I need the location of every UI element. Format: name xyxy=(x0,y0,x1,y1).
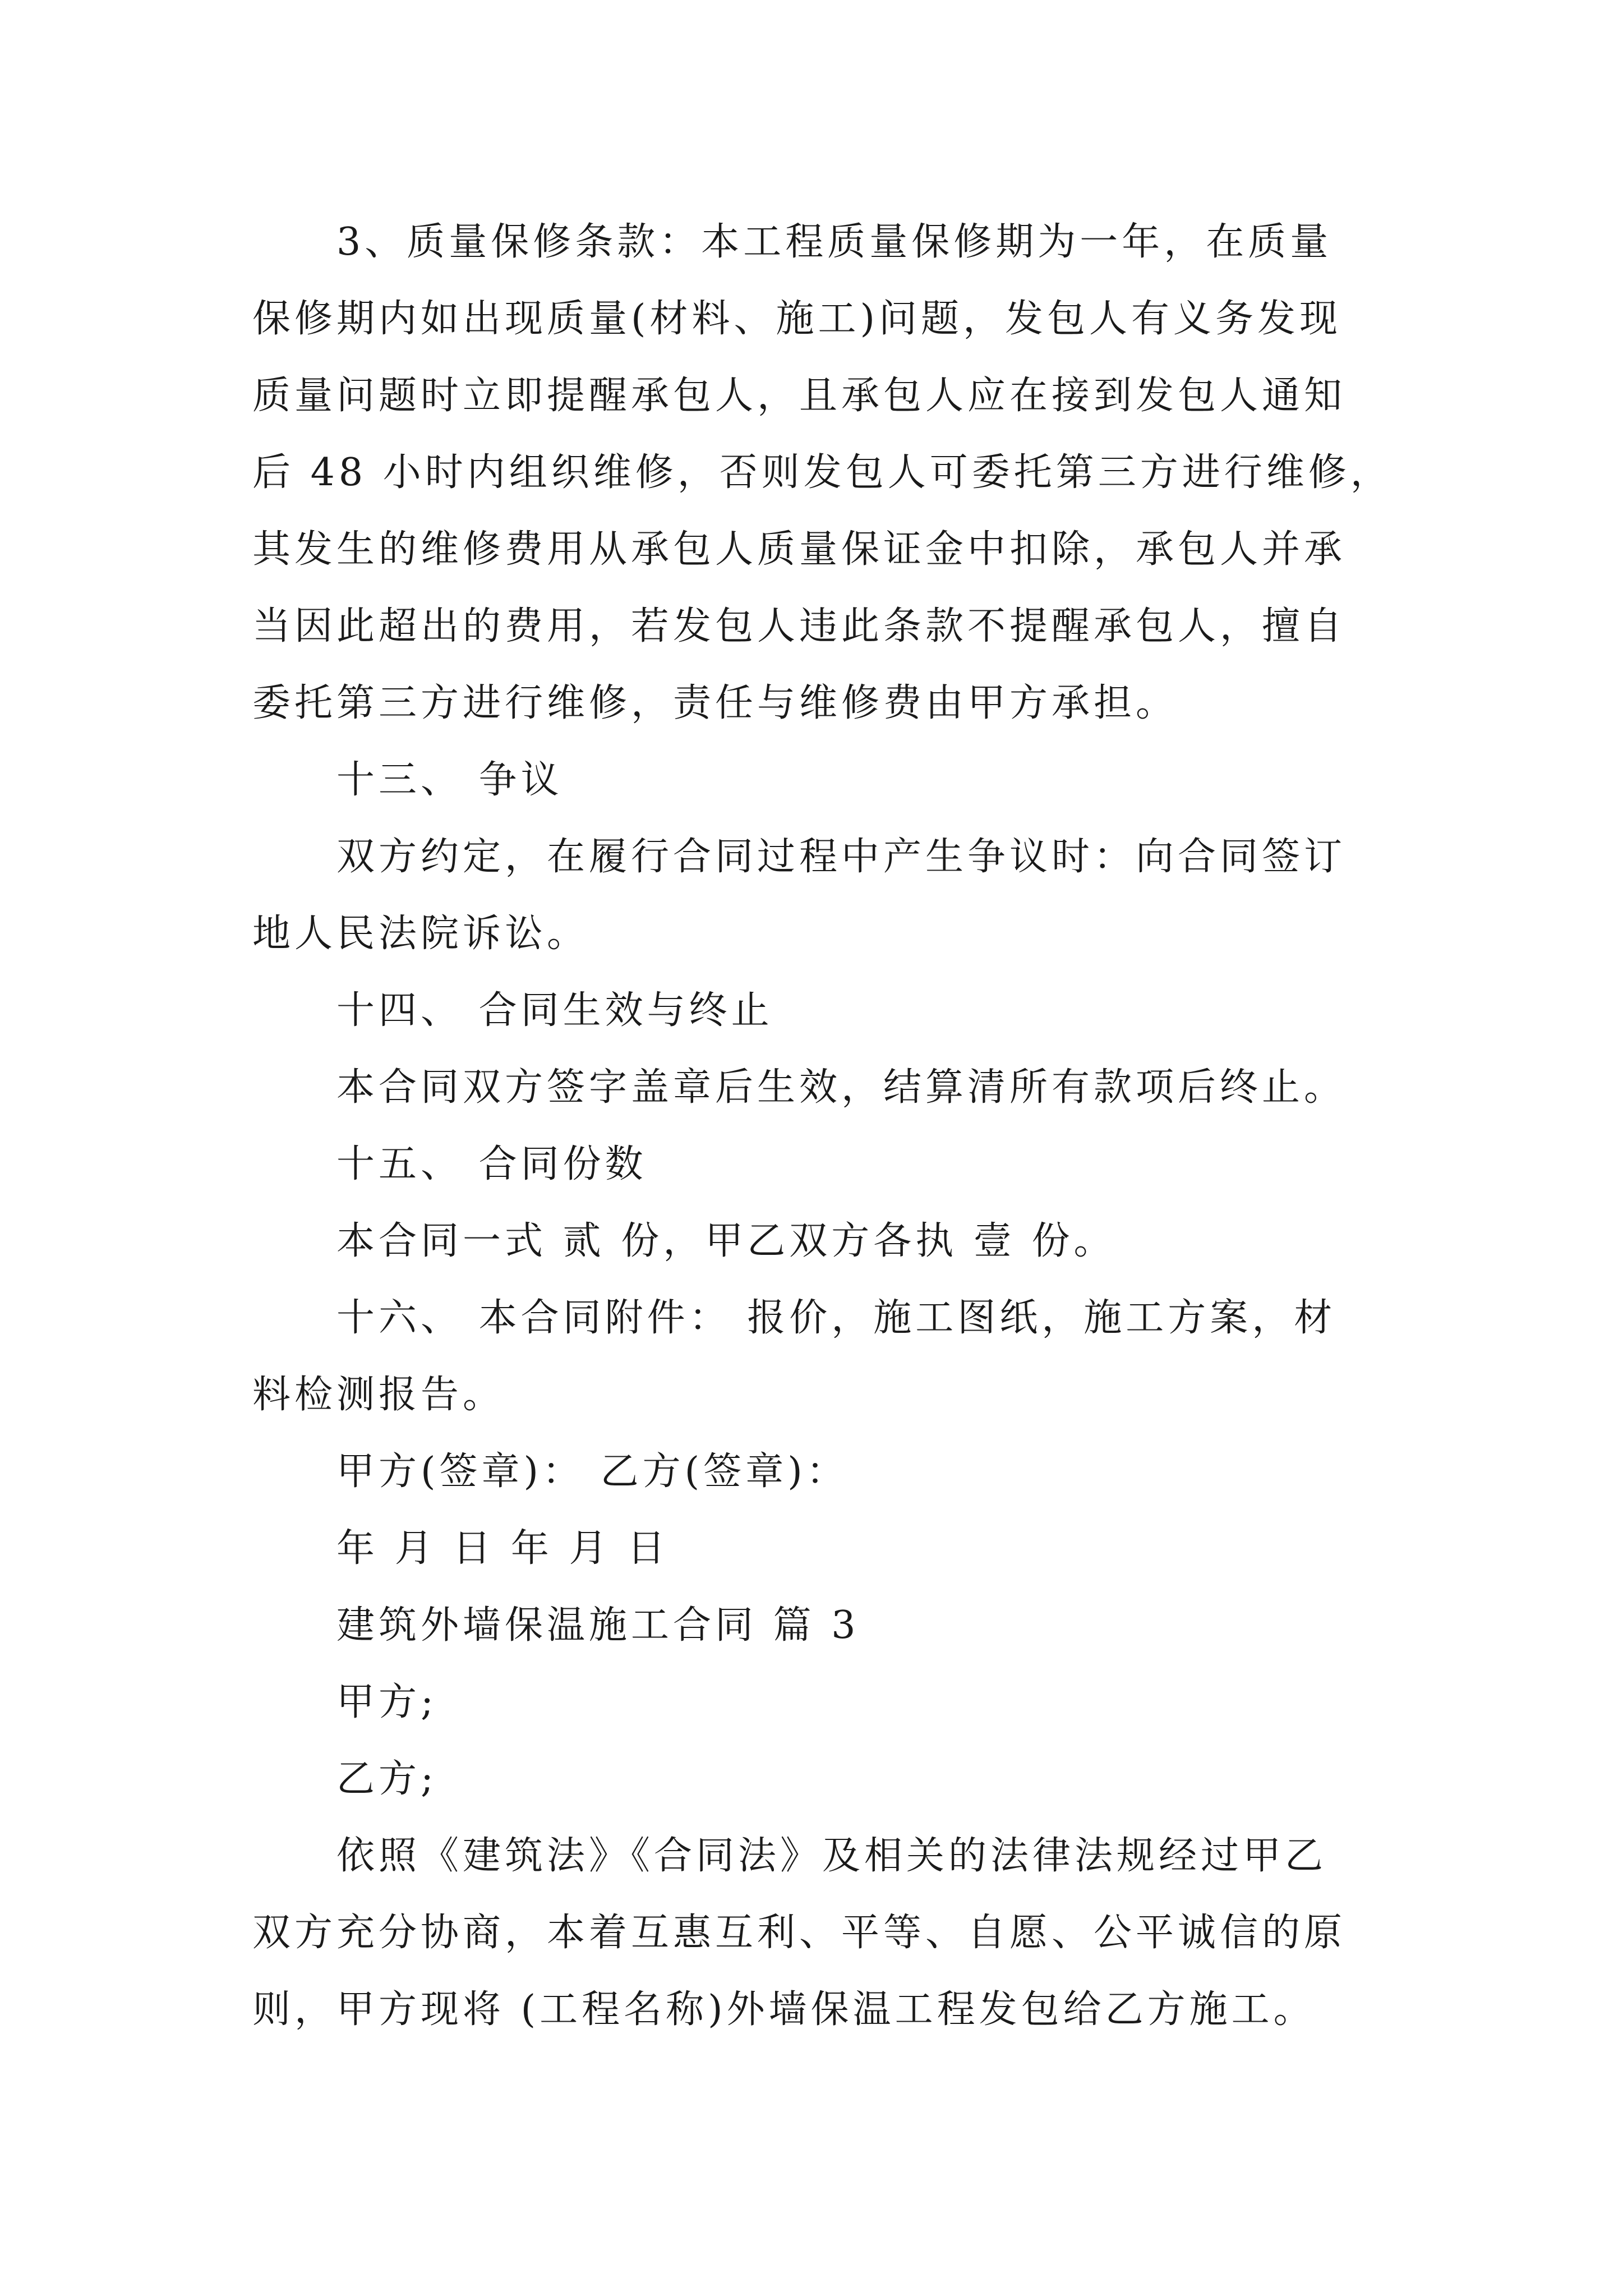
paragraph-line: 其发生的维修费用从承包人质量保证金中扣除，承包人并承 xyxy=(252,527,1347,572)
paragraph-line: 本合同双方签字盖章后生效，结算清所有款项后终止。 xyxy=(336,1065,1347,1110)
paragraph-line: 保修期内如出现质量(材料、施工)问题，发包人有义务发现 xyxy=(252,297,1342,341)
paragraph-line: 料检测报告。 xyxy=(252,1373,505,1417)
paragraph-line: 双方充分协商，本着互惠互利、平等、自愿、公平诚信的原 xyxy=(252,1911,1347,1955)
paragraph-line: 委托第三方进行维修，责任与维修费由甲方承担。 xyxy=(252,681,1178,725)
contract-title: 建筑外墙保温施工合同 篇 3 xyxy=(336,1603,860,1648)
paragraph-line: 地人民法院诉讼。 xyxy=(252,912,589,956)
section-heading: 十六、 本合同附件： 报价，施工图纸，施工方案，材 xyxy=(336,1296,1336,1340)
party-b-line: 乙方; xyxy=(336,1757,437,1801)
section-heading: 十三、 争议 xyxy=(336,758,563,802)
paragraph-line: 则，甲方现将 (工程名称)外墙保温工程发包给乙方施工。 xyxy=(252,1987,1316,2032)
paragraph-line: 质量问题时立即提醒承包人，且承包人应在接到发包人通知 xyxy=(252,374,1347,418)
signature-line: 甲方(签章)： 乙方(签章)： xyxy=(336,1450,849,1494)
paragraph-line: 依照《建筑法》《合同法》及相关的法律法规经过甲乙 xyxy=(336,1834,1327,1878)
date-line: 年 月 日 年 月 日 xyxy=(336,1526,670,1571)
party-a-line: 甲方; xyxy=(336,1680,437,1724)
paragraph-line: 本合同一式 贰 份，甲乙双方各执 壹 份。 xyxy=(336,1219,1116,1263)
paragraph-line: 双方约定，在履行合同过程中产生争议时：向合同签订 xyxy=(336,835,1347,879)
section-heading: 十五、 合同份数 xyxy=(336,1142,647,1186)
paragraph-line: 3、质量保修条款：本工程质量保修期为一年，在质量 xyxy=(336,220,1332,264)
paragraph-line: 后 48 小时内组织维修，否则发包人可委托第三方进行维修， xyxy=(252,450,1393,495)
section-heading: 十四、 合同生效与终止 xyxy=(336,988,773,1033)
paragraph-line: 当因此超出的费用，若发包人违此条款不提醒承包人，擅自 xyxy=(252,604,1347,648)
